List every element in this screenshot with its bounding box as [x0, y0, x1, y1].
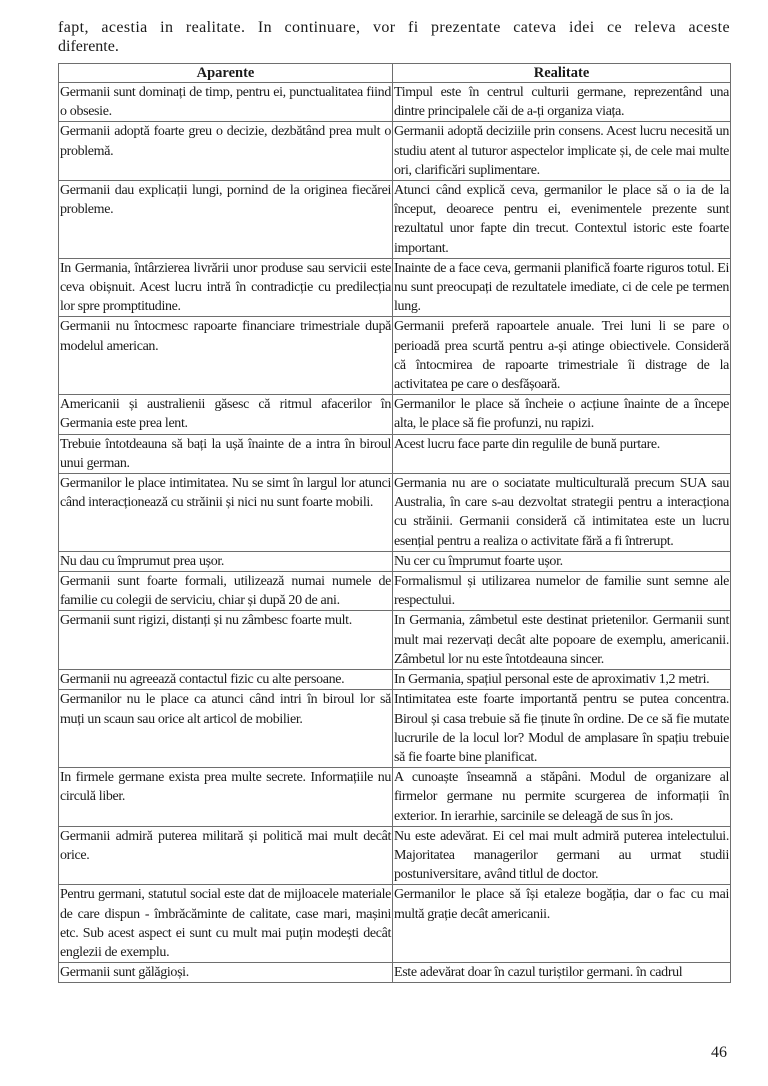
cell-realitate: Timpul este în centrul culturii germane, reprezentând una dintre principalele căi de a-ți organiza viața. [393, 83, 731, 122]
table-header-row [59, 64, 731, 83]
table-row [59, 83, 731, 122]
table-row [59, 122, 731, 181]
table-row [59, 572, 731, 611]
cell-aparente: Germanii sunt foarte formali, utilizează numai numele de familie cu colegii de serviciu, chiar și după 20 de ani. [59, 572, 393, 611]
table-row [59, 885, 731, 963]
table-row [59, 963, 731, 983]
cell-aparente: Trebuie întotdeauna să bați la ușă înainte de a intra în biroul unui german. [59, 434, 393, 473]
cell-realitate: Germanii preferă rapoartele anuale. Trei luni li se pare o perioadă prea scurtă pentru a-și atinge obiectivele. Consideră că întocmirea de rapoarte trimestriale îi distrage de la activitatea pe care o desfășoară. [393, 317, 731, 395]
comparison-table [58, 63, 731, 983]
cell-aparente: Germanilor le place intimitatea. Nu se simt în largul lor atunci când interacționează cu străinii și nici nu sunt foarte mobili. [59, 474, 393, 552]
cell-aparente: Americanii și australienii găsesc că ritmul afacerilor în Germania este prea lent. [59, 395, 393, 434]
cell-realitate: Nu este adevărat. Ei cel mai mult admiră puterea intelectului. Majoritatea managerilor germani au urmat studii postuniversitare, având titlul de doctor. [393, 826, 731, 885]
cell-realitate: Germania nu are o sociatate multiculturală precum SUA sau Australia, în care s-au dezvoltat strategii pentru a interacționa cu străinii. Germanii consideră că intimitatea este un lucru esențial pentru a realiza o activitate fără a fi întrerupt. [393, 474, 731, 552]
cell-aparente: Germanii dau explicații lungi, pornind de la originea fiecărei probleme. [59, 181, 393, 259]
cell-aparente: Germanii nu întocmesc rapoarte financiare trimestriale după modelul american. [59, 317, 393, 395]
cell-realitate: Germanii adoptă deciziile prin consens. Acest lucru necesită un studiu atent al tuturor aspectelor implicate și, de cele mai multe ori, clarificări suplimentare. [393, 122, 731, 181]
cell-realitate: A cunoaște înseamnă a stăpâni. Modul de organizare al firmelor germane nu permite scurgerea de informații în exterior. In ierarhie, sarcinile se deleagă de sus în jos. [393, 768, 731, 827]
table-row [59, 395, 731, 434]
cell-aparente: Germanii sunt rigizi, distanți și nu zâmbesc foarte mult. [59, 611, 393, 670]
table-row [59, 826, 731, 885]
cell-realitate: Intimitatea este foarte importantă pentru se putea concentra. Biroul și casa trebuie să fie ținute în ordine. De ce să fie mutate lucrurile de la locul lor? Modul de amplasare în spațiu trebuie să fie foarte bine planificat. [393, 690, 731, 768]
cell-realitate: In Germania, spațiul personal este de aproximativ 1,2 metri. [393, 670, 731, 690]
table-row [59, 768, 731, 827]
table-row [59, 670, 731, 690]
page-number: 46 [711, 1044, 727, 1061]
cell-aparente: Germanii sunt dominați de timp, pentru ei, punctualitatea fiind o obsesie. [59, 83, 393, 122]
cell-aparente: Nu dau cu împrumut prea ușor. [59, 551, 393, 571]
cell-realitate: Germanilor le place să își etaleze bogăția, dar o fac cu mai multă grație decât americanii. [393, 885, 731, 963]
column-header-realitate: Realitate [393, 64, 731, 83]
cell-realitate: In Germania, zâmbetul este destinat prietenilor. Germanii sunt mult mai rezervați decât alte popoare de exemplu, americanii. Zâmbetul lor nu este întotdeauna sincer. [393, 611, 731, 670]
table-row [59, 317, 731, 395]
cell-realitate: Este adevărat doar în cazul turiștilor germani. în cadrul [393, 963, 731, 983]
table-row [59, 434, 731, 473]
table-row [59, 181, 731, 259]
cell-aparente: Germanii nu agreează contactul fizic cu alte persoane. [59, 670, 393, 690]
cell-realitate: Germanilor le place să încheie o acțiune înainte de a începe alta, le place să fie profunzi, nu rapizi. [393, 395, 731, 434]
column-header-aparente: Aparente [59, 64, 393, 83]
intro-line-1: fapt, acestia in realitate. In continuare, vor fi prezentate cateva idei ce releva aceste [58, 19, 730, 36]
cell-aparente: In Germania, întârzierea livrării unor produse sau servicii este ceva obișnuit. Acest lucru intră în contradicție cu predilecția lor spre promptitudine. [59, 258, 393, 317]
table-row [59, 611, 731, 670]
cell-realitate: Formalismul și utilizarea numelor de familie sunt semne ale respectului. [393, 572, 731, 611]
cell-aparente: Germanii admiră puterea militară și politică mai mult decât orice. [59, 826, 393, 885]
table-row [59, 258, 731, 317]
intro-line-2: diferente. [58, 38, 119, 55]
cell-realitate: Atunci când explică ceva, germanilor le place să o ia de la început, deoarece pentru ei, evenimentele prezente sunt rezultatul unor fapte din trecut. Contextul istoric este foarte important. [393, 181, 731, 259]
cell-aparente: Germanii sunt gălăgioși. [59, 963, 393, 983]
cell-realitate: Nu cer cu împrumut foarte ușor. [393, 551, 731, 571]
table-row [59, 474, 731, 552]
table-row [59, 551, 731, 571]
cell-aparente: Germanii adoptă foarte greu o decizie, dezbătând prea mult o problemă. [59, 122, 393, 181]
cell-aparente: Germanilor nu le place ca atunci când intri în biroul lor să muți un scaun sau orice alt articol de mobilier. [59, 690, 393, 768]
table-row [59, 690, 731, 768]
cell-aparente: In firmele germane exista prea multe secrete. Informațiile nu circulă liber. [59, 768, 393, 827]
cell-realitate: Acest lucru face parte din regulile de bună purtare. [393, 434, 731, 473]
intro-paragraph [58, 18, 730, 56]
cell-aparente: Pentru germani, statutul social este dat de mijloacele materiale de care dispun - îmbrăcăminte de calitate, case mari, mașini etc. Sub acest aspect ei sunt cu mult mai puțin modești decât englezii de exemplu. [59, 885, 393, 963]
cell-realitate: Inainte de a face ceva, germanii planifică foarte riguros totul. Ei nu sunt preocupați de rezultatele imediate, ci de cele pe termen lung. [393, 258, 731, 317]
